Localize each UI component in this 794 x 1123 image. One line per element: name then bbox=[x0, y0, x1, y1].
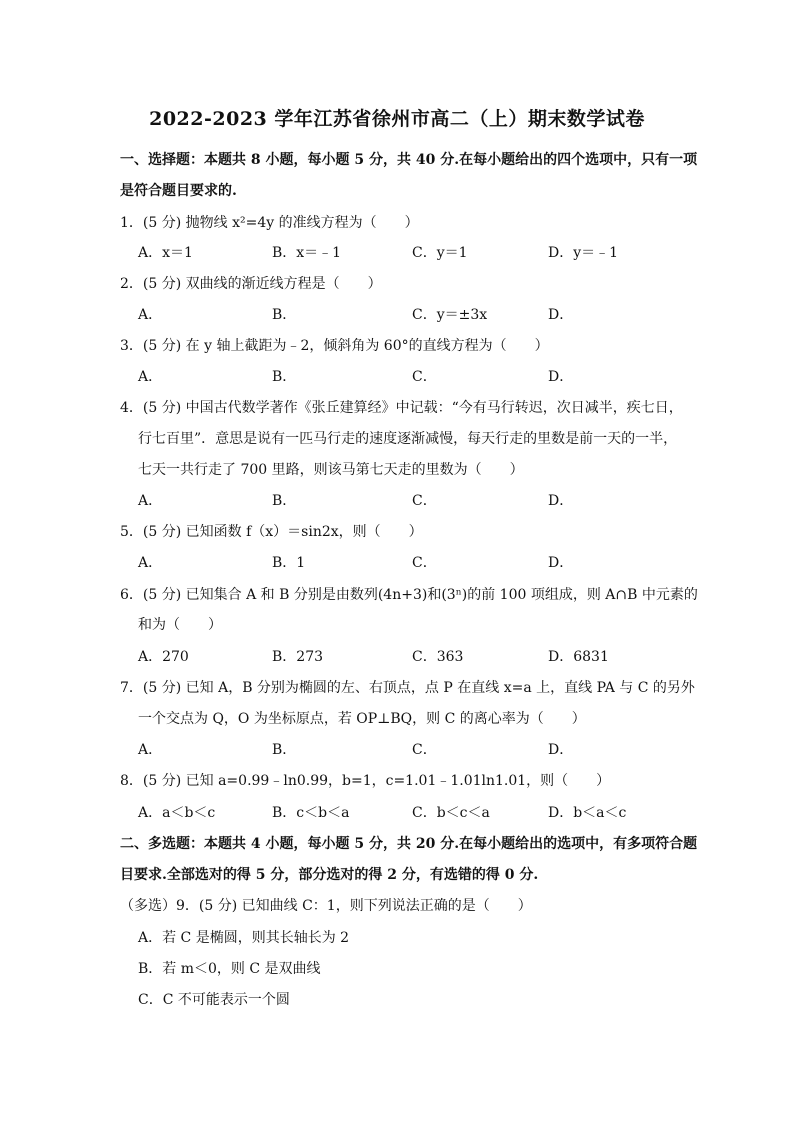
exam-title: 2022-2023 学年江苏省徐州市高二（上）期末数学试卷 bbox=[149, 108, 645, 130]
question-4-stem-line1: 4．(5 分) 中国古代数学著作《张丘建算经》中记载：“今有马行转迟，次日减半，疾七日， bbox=[120, 400, 683, 416]
question-3-option-b: B． bbox=[272, 369, 297, 385]
question-1-option-c: C．y＝1 bbox=[412, 245, 468, 261]
question-8-option-a: A．a＜b＜c bbox=[138, 805, 216, 821]
question-4-stem-line2: 行七百里”．意思是说有一匹马行走的速度逐渐减慢，每天行走的里数是前一天的一半， bbox=[138, 431, 678, 447]
question-5-option-c: C． bbox=[412, 555, 437, 571]
question-7-option-a: A． bbox=[138, 742, 163, 758]
question-6-stem-line1: 6．(5 分) 已知集合 A 和 B 分别是由数列(4n+3)和(3ⁿ)的前 100 项组成，则 A∩B 中元素的 bbox=[120, 587, 698, 603]
question-3-stem: 3．(5 分) 在 y 轴上截距为﹣2，倾斜角为 60°的直线方程为（ ） bbox=[120, 338, 549, 354]
question-3-option-d: D． bbox=[548, 369, 574, 385]
question-9-stem: （多选）9．(5 分) 已知曲线 C：1，则下列说法正确的是（ ） bbox=[120, 898, 532, 914]
question-2-option-d: D． bbox=[548, 307, 574, 323]
question-3-option-a: A． bbox=[138, 369, 163, 385]
question-6-option-c: C．363 bbox=[412, 649, 464, 665]
question-1-stem: 1．(5 分) 抛物线 x²=4y 的准线方程为（ ） bbox=[120, 215, 419, 231]
question-9-option-c: C．C 不可能表示一个圆 bbox=[138, 992, 290, 1008]
question-6-option-a: A．270 bbox=[138, 649, 189, 665]
question-7-option-b: B． bbox=[272, 742, 297, 758]
question-7-option-c: C． bbox=[412, 742, 437, 758]
question-8-stem: 8．(5 分) 已知 a=0.99﹣ln0.99，b=1，c=1.01﹣1.01ln1.01，则（ ） bbox=[120, 773, 611, 789]
question-4-option-a: A． bbox=[138, 493, 163, 509]
question-2-option-b: B． bbox=[272, 307, 297, 323]
question-4-option-b: B． bbox=[272, 493, 297, 509]
question-1-option-d: D．y＝﹣1 bbox=[548, 245, 619, 261]
question-2-option-a: A． bbox=[138, 307, 163, 323]
question-1-option-b: B．x＝﹣1 bbox=[272, 245, 342, 261]
question-7-option-d: D． bbox=[548, 742, 574, 758]
section2-instructions-line1: 二、多选题：本题共 4 小题，每小题 5 分，共 20 分.在每小题给出的选项中，有多项符合题 bbox=[120, 836, 698, 852]
question-5-stem: 5．(5 分) 已知函数 f（x）＝sin2x，则（ ） bbox=[120, 524, 423, 540]
question-9-option-a: A．若 C 是椭圆，则其长轴长为 2 bbox=[138, 930, 350, 946]
question-5-option-d: D． bbox=[548, 555, 574, 571]
question-4-option-c: C． bbox=[412, 493, 437, 509]
section2-instructions-line2: 目要求.全部选对的得 5 分，部分选对的得 2 分，有选错的得 0 分. bbox=[120, 867, 539, 883]
question-5-option-b: B．1 bbox=[272, 555, 306, 571]
question-4-stem-line3: 七天一共行走了 700 里路，则该马第七天走的里数为（ ） bbox=[138, 462, 524, 478]
question-1-option-a: A．x＝1 bbox=[138, 245, 193, 261]
question-7-stem-line1: 7．(5 分) 已知 A，B 分别为椭圆的左、右顶点，点 P 在直线 x=a 上，直线 PA 与 C 的另外 bbox=[120, 680, 695, 696]
section1-instructions-line1: 一、选择题：本题共 8 小题，每小题 5 分，共 40 分.在每小题给出的四个选项中，只有一项 bbox=[120, 152, 698, 168]
question-2-option-c: C．y＝±3x bbox=[412, 307, 488, 323]
question-8-option-d: D．b＜a＜c bbox=[548, 805, 627, 821]
question-6-stem-line2: 和为（ ） bbox=[138, 617, 222, 633]
question-6-option-d: D．6831 bbox=[548, 649, 609, 665]
question-7-stem-line2: 一个交点为 Q，O 为坐标原点，若 OP⊥BQ，则 C 的离心率为（ ） bbox=[138, 711, 586, 727]
question-9-option-b: B．若 m＜0，则 C 是双曲线 bbox=[138, 961, 321, 977]
section1-instructions-line2: 是符合题目要求的. bbox=[120, 183, 237, 199]
question-4-option-d: D． bbox=[548, 493, 574, 509]
question-6-option-b: B．273 bbox=[272, 649, 324, 665]
question-3-option-c: C． bbox=[412, 369, 437, 385]
question-8-option-b: B．c＜b＜a bbox=[272, 805, 350, 821]
question-2-stem: 2．(5 分) 双曲线的渐近线方程是（ ） bbox=[120, 276, 382, 292]
question-8-option-c: C．b＜c＜a bbox=[412, 805, 490, 821]
question-5-option-a: A． bbox=[138, 555, 163, 571]
